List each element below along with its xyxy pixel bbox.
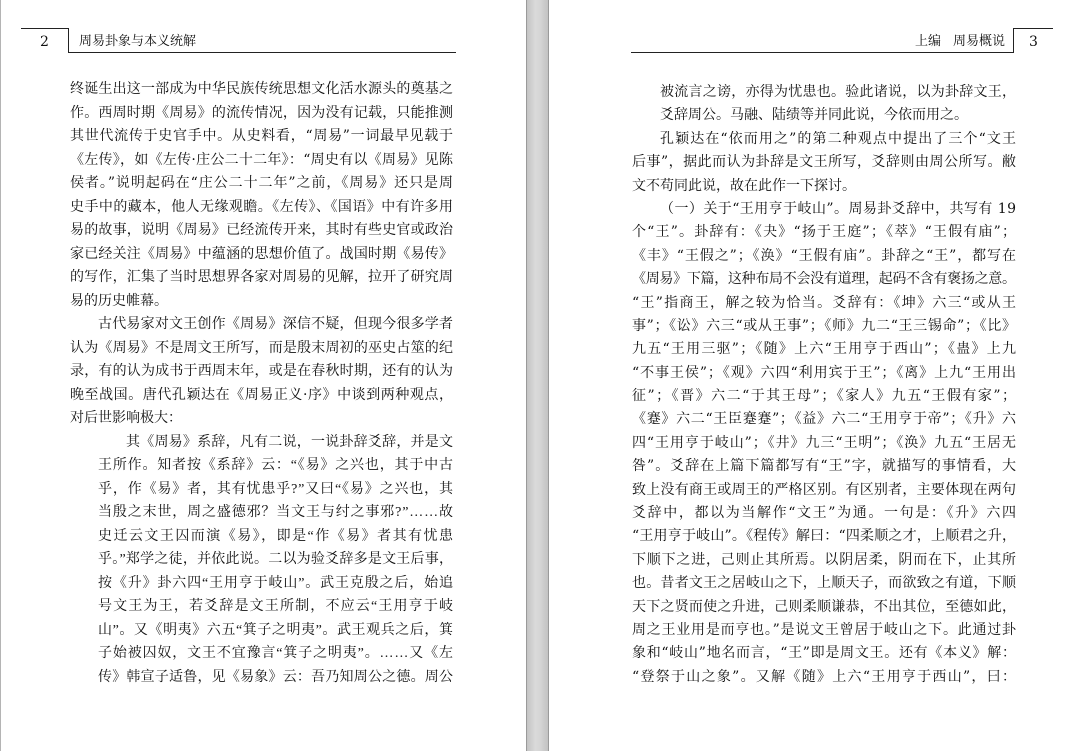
body-line: 征”；《晋》六二“于其王母”；《家人》九五“王假有家”； [632, 388, 1018, 405]
body-line: 晚至战国。唐代孔颖达在《周易正义·序》中谈到两种观点， [70, 386, 454, 403]
quote-line: 爻辞周公。马融、陆绩等并同此说，今依而用之。 [660, 108, 968, 124]
body-line: 爻辞中，都以为当解作“文王”为通。一句是：《升》六四 [632, 505, 1018, 522]
body-line: 《左传》，如《左传·庄公二十二年》：“周史有以《周易》见陈 [70, 151, 454, 168]
body-line: 事”；《讼》六三“或从王事”；《师》九二“王三锡命”；《比》 [632, 317, 1017, 334]
running-header [631, 28, 1053, 53]
paragraph [70, 313, 453, 431]
part-title: 上编 [914, 34, 941, 49]
body-line: 《周易》下篇，这种布局不会没有道理，起码不含有褒扬之意。 [632, 271, 1016, 288]
quote-line: 按《升》卦六四“王用亨于岐山”。武王克殷之后，始追 [98, 575, 454, 591]
quote-line: 乎，作《易》者，其有忧患乎?”又曰“《易》之兴也，其 [98, 481, 454, 497]
body-line: 的写作，汇集了当时思想界各家对周易的见解，拉开了研究周 [70, 269, 454, 286]
body-line: “王用亨于岐山”。《程传》解曰：“四柔顺之才，上顺君之升， [632, 528, 1017, 545]
quote-line: 传》韩宣子适鲁，见《易象》云：吾乃知周公之德。周公 [98, 669, 454, 685]
body-line: 作。西周时期《周易》的流传情况，因为没有记载，只能推测 [70, 104, 454, 121]
page-number: 2 [21, 28, 68, 53]
left-page [0, 0, 527, 751]
body-line: 九五“王用三驱”；《随》上六“王用亨于西山”；《蛊》上九 [632, 341, 1018, 358]
block-quote [660, 81, 1016, 128]
quote-line: 王所作。知者按《系辞》云：“《易》之兴也，其于中古 [98, 458, 454, 474]
body-line: 录，有的认为成书于西周末年，或是在春秋时期，还有的认为 [70, 363, 454, 380]
body-line: 认为《周易》不是周文王所写，而是殷末周初的巫史占筮的纪 [70, 339, 454, 356]
body-line: 文不苟同此说，故在此作一下探讨。 [632, 177, 856, 194]
quote-line: 号文王为王，若爻辞是文王所制，不应云“王用亨于岐 [98, 599, 455, 615]
body-line: 下顺下之进，己则止其所焉。以阴居柔，阴而在下，止其所 [632, 551, 1017, 568]
paragraph [632, 128, 1016, 198]
body-line: 也。昔者文王之居岐山之下，上顺天子，而欲致之有道，下顺 [632, 575, 1017, 592]
body-line: 易的历史帷幕。 [70, 292, 168, 309]
body-line: 咎”。爻辞在上篇下篇都写有“王”字，就描写的事情看，大 [632, 458, 1018, 475]
body-line: 象和“岐山”地名而言，“王”即是周文王。还有《本义》解： [632, 645, 1017, 662]
right-page [548, 0, 1076, 751]
body-line: 家已经关注《周易》中蕴涵的思想价值了。战国时期《易传》 [70, 245, 454, 262]
body-line: 对后世影响极大： [70, 410, 182, 427]
body-line: “登祭于山之象”。又解《随》上六“王用亨于西山”，曰： [632, 668, 1018, 685]
quote-line: 其《周易》系辞，凡有二说，一说卦辞爻辞，并是文 [126, 434, 454, 450]
body-line: “王”指商王，解之较为恰当。爻辞有：《坤》六三“或从王 [632, 294, 1018, 311]
page-body [70, 78, 453, 689]
body-line: 四“王用亨于岐山”；《井》九三“王明”；《涣》九五“王居无 [632, 434, 1017, 451]
body-line: 天下之贤而使之升进，己则柔顺谦恭，不出其位，至德如此， [632, 598, 1017, 615]
quote-line: 史迁云文王囚而演《易》，即是“作《易》者其有忧患 [98, 528, 455, 544]
body-line: 《丰》“王假之”；《涣》“王假有庙”。卦辞之“王”，都写在 [632, 247, 1017, 264]
body-line: 后事”，据此而认为卦辞是文王所写，爻辞则由周公所写。敝 [632, 154, 1017, 171]
body-line: 古代易家对文王创作《周易》深信不疑，但现今很多学者 [98, 316, 454, 333]
paragraph [70, 78, 453, 313]
quote-line: 当殷之末世，周之盛德邪？当文王与纣之事邪?”……故 [98, 505, 454, 521]
running-title: 周易卦象与本义统解 [68, 28, 456, 53]
body-line: 侯者。”说明起码在“庄公二十二年”之前，《周易》还只是周 [70, 175, 454, 192]
quote-line: 被流言之谤，亦得为忧患也。验此诸说，以为卦辞文王， [660, 85, 1017, 100]
body-line: 个“王”。卦辞有：《夬》“扬于王庭”；《萃》“王假有庙”； [632, 224, 1018, 241]
quote-line: 子始被囚奴，文王不宜豫言“箕子之明夷”。……又《左 [98, 646, 454, 662]
body-line: 孔颖达在“依而用之”的第二种观点中提出了三个“文王 [660, 130, 1018, 147]
body-line: “不事王侯”；《观》六四“利用宾于王”；《离》上九“王用出 [632, 364, 1017, 381]
body-line: 易的故事，说明《周易》已经流传开来，其时有些史官或政治 [70, 222, 454, 239]
quote-line: 山”。又《明夷》六五“箕子之明夷”。武王观兵之后，箕 [98, 622, 454, 638]
quote-line: 乎。”郑学之徒，并依此说。二以为验爻辞多是文王后事， [98, 552, 454, 568]
page-body [632, 81, 1016, 689]
body-line: 终诞生出这一部成为中华民族传统思想文化活水源头的奠基之 [70, 81, 454, 97]
running-header [21, 28, 456, 53]
block-quote [98, 431, 453, 690]
body-line: 其世代流传于史官手中。从史料看，“周易”一词最早见载于 [70, 128, 454, 145]
body-line: 《蹇》六二“王臣蹇蹇”；《益》六二“王用亨于帝”；《升》六 [632, 411, 1017, 428]
page-number: 3 [1014, 28, 1053, 53]
body-line: （一）关于“王用亨于岐山”。周易卦爻辞中，共写有 19 [660, 200, 1017, 217]
body-line: 致上没有商王或周王的严格区别。有区别者，主要体现在两句 [632, 481, 1017, 498]
page-gutter [527, 0, 548, 751]
body-line: 史手中的藏本，他人无缘观瞻。《左传》、《国语》中有许多用 [70, 198, 454, 215]
chapter-title: 周易概说 [952, 34, 1005, 49]
running-title [631, 28, 1014, 53]
body-line: 周之王业用是而亨也。”是说文王曾居于岐山之下。此通过卦 [632, 621, 1017, 638]
paragraph [632, 198, 1016, 689]
